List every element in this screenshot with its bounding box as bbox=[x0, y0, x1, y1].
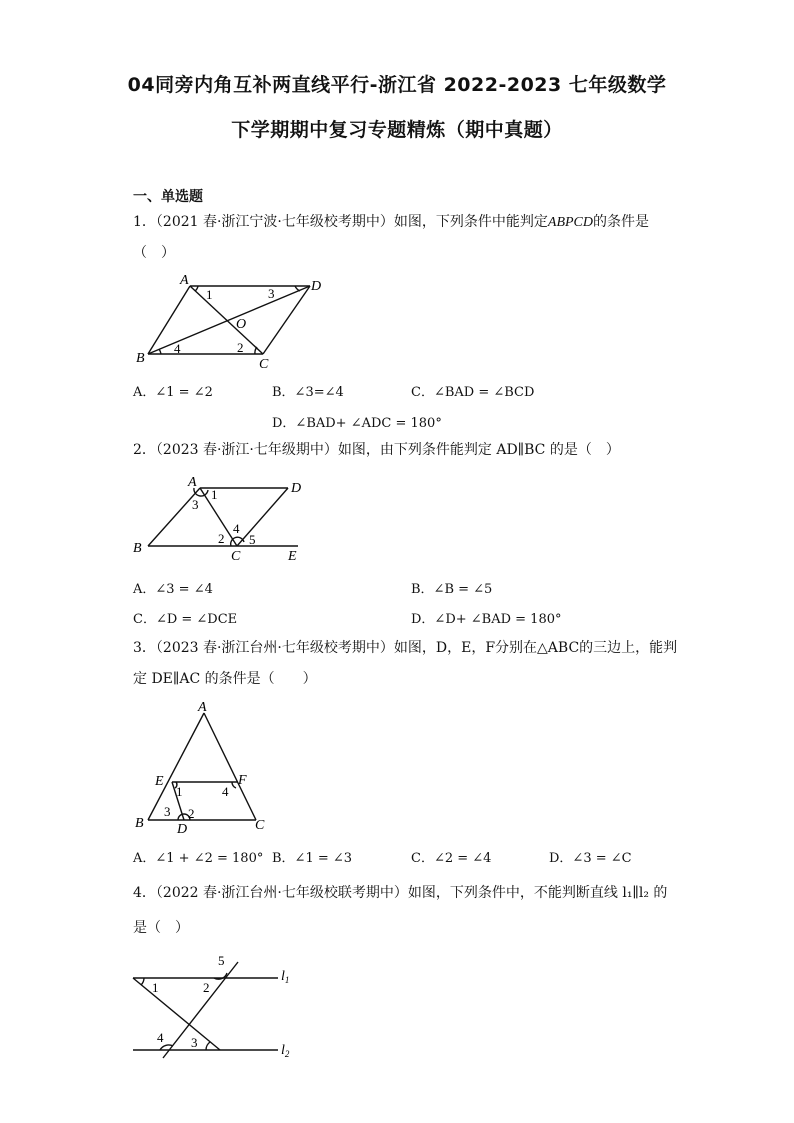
q2-angle-3: 3 bbox=[192, 497, 199, 512]
q3-label-F: F bbox=[238, 773, 247, 788]
q1-label-D: D bbox=[311, 279, 322, 294]
q2-option-a[interactable]: A．∠3 = ∠4 bbox=[133, 582, 213, 597]
question-1-stem bbox=[133, 212, 649, 233]
q3-label-A: A bbox=[198, 700, 207, 715]
q3-angle-1: 1 bbox=[176, 784, 183, 799]
q3-label-E: E bbox=[155, 774, 164, 789]
q1-angle-4: 4 bbox=[174, 341, 181, 356]
page-title-line1: 04同旁内角互补两直线平行-浙江省 2022-2023 七年级数学 bbox=[127, 74, 667, 96]
q3-label-B: B bbox=[135, 816, 144, 831]
q1-option-b[interactable]: B．∠3=∠4 bbox=[272, 385, 344, 400]
question-1-paren: （ ） bbox=[133, 245, 175, 261]
q3-angle-4: 4 bbox=[222, 784, 229, 799]
q2-label-E: E bbox=[288, 549, 297, 564]
q1-angle-1: 1 bbox=[206, 287, 213, 302]
q1-angle-2: 2 bbox=[237, 340, 244, 355]
question-3-stem-line1: 3．（2023 春·浙江台州·七年级校考期中）如图，D，E，F分别在△ABC的三边上，能判 bbox=[133, 640, 678, 656]
question-4-stem-line2: 是（ ） bbox=[133, 920, 189, 936]
q4-angle-3: 3 bbox=[191, 1035, 198, 1050]
q4-label-l1: $l_1$ bbox=[281, 969, 290, 985]
question-4-figure bbox=[128, 950, 308, 1060]
q1-option-c[interactable]: C．∠BAD = ∠BCD bbox=[411, 385, 535, 400]
q1-label-O: O bbox=[236, 317, 247, 332]
q1-label-A: A bbox=[180, 273, 189, 288]
q2-label-B: B bbox=[133, 541, 142, 556]
question-1-stem-math: ABPCD bbox=[547, 215, 593, 230]
q2-angle-2: 2 bbox=[218, 531, 225, 546]
q4-angle-4: 4 bbox=[157, 1030, 164, 1045]
q2-angle-5: 5 bbox=[249, 532, 256, 547]
q4-angle-2: 2 bbox=[203, 980, 210, 995]
question-4-stem-line1: 4．（2022 春·浙江台州·七年级校联考期中）如图，下列条件中，不能判断直线 l₁∥l₂ 的 bbox=[133, 885, 668, 901]
question-2-stem: 2．（2023 春·浙江·七年级期中）如图，由下列条件能判定 AD∥BC 的是（ ） bbox=[133, 442, 620, 458]
q1-angle-3: 3 bbox=[268, 286, 275, 301]
q1-label-C: C bbox=[259, 357, 269, 372]
question-2-figure bbox=[128, 468, 318, 566]
q4-angle-1: 1 bbox=[152, 980, 159, 995]
q3-option-d[interactable]: D．∠3 = ∠C bbox=[549, 851, 632, 866]
question-1-stem-prefix: 1．（2021 春·浙江宁波·七年级校考期中）如图，下列条件中能判定 bbox=[133, 214, 548, 230]
q4-angle-5: 5 bbox=[218, 953, 225, 968]
q3-angle-3: 3 bbox=[164, 804, 171, 819]
q3-option-b[interactable]: B．∠1 = ∠3 bbox=[272, 851, 353, 866]
question-3-figure bbox=[128, 698, 278, 838]
q2-angle-4: 4 bbox=[233, 521, 240, 536]
q3-label-C: C bbox=[255, 818, 265, 833]
q2-label-C: C bbox=[231, 549, 241, 564]
q1-option-a[interactable]: A．∠1 = ∠2 bbox=[133, 385, 213, 400]
q3-angle-2: 2 bbox=[188, 806, 195, 821]
q4-label-l2: $l_2$ bbox=[281, 1043, 290, 1059]
section-heading: 一、单选题 bbox=[133, 189, 203, 205]
q1-option-d[interactable]: D．∠BAD+ ∠ADC = 180° bbox=[272, 416, 442, 431]
q3-option-a[interactable]: A．∠1 + ∠2 = 180° bbox=[133, 851, 264, 866]
q3-label-D: D bbox=[177, 822, 188, 837]
q2-option-c[interactable]: C．∠D = ∠DCE bbox=[133, 612, 238, 627]
q2-angle-1: 1 bbox=[211, 487, 218, 502]
q2-option-b[interactable]: B．∠B = ∠5 bbox=[411, 582, 493, 597]
page-title-line2: 下学期期中复习专题精炼（期中真题） bbox=[231, 119, 563, 141]
question-1-stem-suffix: 的条件是 bbox=[593, 214, 649, 230]
q2-label-A: A bbox=[188, 475, 197, 490]
q2-option-d[interactable]: D．∠D+ ∠BAD = 180° bbox=[411, 612, 562, 627]
q1-label-B: B bbox=[136, 351, 145, 366]
q2-label-D: D bbox=[291, 481, 302, 496]
q3-option-c[interactable]: C．∠2 = ∠4 bbox=[411, 851, 492, 866]
question-1-figure bbox=[128, 268, 348, 373]
question-3-stem-line2: 定 DE∥AC 的条件是（ ） bbox=[133, 671, 317, 687]
